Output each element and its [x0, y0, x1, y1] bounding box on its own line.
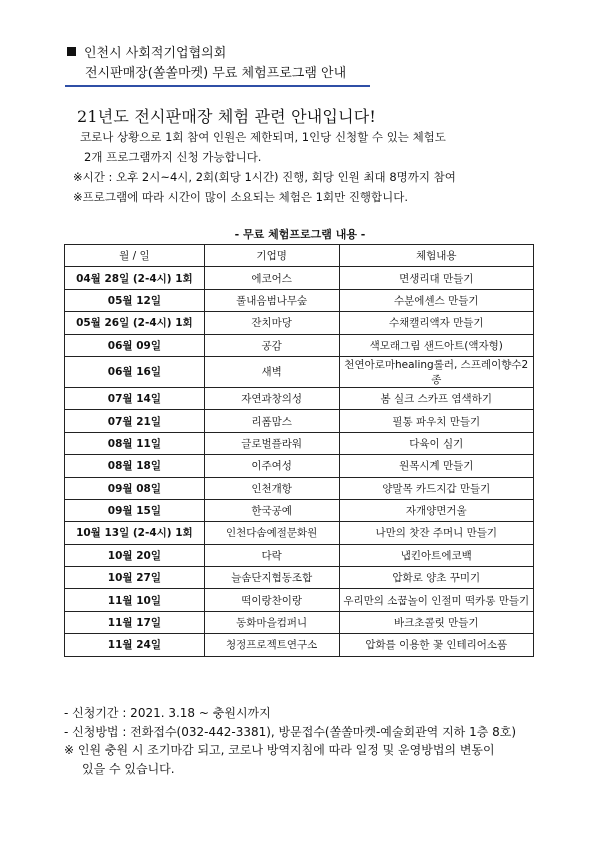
row-date: 11월 24일 [65, 634, 205, 656]
row-program: 수채캘리액자 만들기 [339, 312, 533, 334]
subtitle-wrap [85, 65, 370, 87]
apply-method: - 신청방법 : 전화접수(032-442-3381), 방문접수(쏠쏠마켓-예술회관역 지하 1층 8호) [64, 724, 517, 739]
table-header-row [65, 245, 534, 267]
table-row [65, 589, 534, 611]
table-row [65, 455, 534, 477]
row-date: 10월 13일 (2-4시) 1회 [65, 522, 205, 544]
row-date: 09월 15일 [65, 499, 205, 521]
bullet-square-icon [67, 47, 76, 56]
table-row [65, 334, 534, 356]
intro-note-program: ※프로그램에 따라 시간이 많이 소요되는 체험은 1회만 진행합니다. [73, 190, 409, 204]
header-company: 기업명 [204, 245, 339, 267]
row-date: 08월 18일 [65, 455, 205, 477]
footer-notes [64, 704, 516, 778]
row-date: 10월 20일 [65, 544, 205, 566]
row-program: 바크초콜릿 만들기 [339, 611, 533, 633]
row-company: 공감 [204, 334, 339, 356]
intro-line-2: 2개 프로그램까지 신청 가능합니다. [84, 150, 262, 164]
table-row [65, 499, 534, 521]
table-row [65, 267, 534, 289]
row-program: 나만의 찻잔 주머니 만들기 [339, 522, 533, 544]
table-row [65, 289, 534, 311]
org-name: 인천시 사회적기업협의회 [84, 45, 227, 61]
row-date: 04월 28일 (2-4시) 1회 [65, 267, 205, 289]
row-company: 풀내음범나무숲 [204, 289, 339, 311]
table-row [65, 477, 534, 499]
row-program: 압화로 양초 꾸미기 [339, 567, 533, 589]
row-company: 청정프로젝트연구소 [204, 634, 339, 656]
row-program: 냅킨아트에코백 [339, 544, 533, 566]
row-program: 봄 실크 스카프 염색하기 [339, 387, 533, 409]
row-program: 다육이 심기 [339, 432, 533, 454]
intro-note-time: ※시간 : 오후 2시~4시, 2회(회당 1시간) 진행, 회당 인원 최대 8명까지 참여 [73, 170, 456, 184]
row-date: 07월 21일 [65, 410, 205, 432]
row-company: 동화마을컴퍼니 [204, 611, 339, 633]
subtitle-underline [65, 85, 370, 87]
program-table [64, 244, 534, 657]
table-row [65, 432, 534, 454]
row-date: 06월 16일 [65, 356, 205, 387]
row-program: 우리만의 소꿉놀이 인절미 떡카롱 만들기 [339, 589, 533, 611]
apply-period: - 신청기간 : 2021. 3.18 ~ 충원시까지 [64, 706, 271, 720]
row-date: 05월 12일 [65, 289, 205, 311]
row-program: 수분에센스 만들기 [339, 289, 533, 311]
document-subtitle: 전시판매장(쏠쏠마켓) 무료 체험프로그램 안내 [85, 66, 347, 81]
row-date: 05월 26일 (2-4시) 1회 [65, 312, 205, 334]
table-title: - 무료 체험프로그램 내용 - [234, 228, 366, 241]
table-row [65, 356, 534, 387]
row-date: 11월 17일 [65, 611, 205, 633]
row-company: 인천다솜예절문화원 [204, 522, 339, 544]
header-program: 체험내용 [339, 245, 533, 267]
row-program: 자개양면거울 [339, 499, 533, 521]
table-row [65, 544, 534, 566]
header-date: 월 / 일 [65, 245, 205, 267]
row-date: 07월 14일 [65, 387, 205, 409]
row-company: 이주여성 [204, 455, 339, 477]
table-row [65, 387, 534, 409]
org-line [67, 42, 370, 60]
headline: 21년도 전시판매장 체험 관련 안내입니다! [77, 107, 377, 126]
row-date: 10월 27일 [65, 567, 205, 589]
row-company: 새벽 [204, 356, 339, 387]
row-company: 에코어스 [204, 267, 339, 289]
row-program: 필통 파우치 만들기 [339, 410, 533, 432]
row-program: 원목시계 만들기 [339, 455, 533, 477]
row-date: 08월 11일 [65, 432, 205, 454]
row-program: 양말목 카드지갑 만들기 [339, 477, 533, 499]
table-row [65, 634, 534, 656]
row-company: 자연과창의성 [204, 387, 339, 409]
row-date: 09월 08일 [65, 477, 205, 499]
row-date: 06월 09일 [65, 334, 205, 356]
row-program: 색모래그림 샌드아트(액자형) [339, 334, 533, 356]
table-row [65, 312, 534, 334]
intro-line-1: 코로나 상황으로 1회 참여 인원은 제한되며, 1인당 신청할 수 있는 체험도 [80, 130, 446, 144]
table-row [65, 611, 534, 633]
table-row [65, 522, 534, 544]
notice-cont: 있을 수 있습니다. [82, 761, 175, 776]
row-program: 압화를 이용한 꽃 인테리어소품 [339, 634, 533, 656]
row-program: 면생리대 만들기 [339, 267, 533, 289]
table-row [65, 567, 534, 589]
row-company: 글로벌플라워 [204, 432, 339, 454]
notice: ※ 인원 충원 시 조기마감 되고, 코로나 방역지침에 따라 일정 및 운영방법의 변동이 [64, 743, 495, 757]
table-row [65, 410, 534, 432]
row-company: 한국공예 [204, 499, 339, 521]
row-program: 천연아로마healing롤러, 스프레이향수2종 [339, 356, 533, 387]
row-date: 11월 10일 [65, 589, 205, 611]
row-company: 리폼맘스 [204, 410, 339, 432]
document-header [67, 42, 370, 87]
row-company: 잔치마당 [204, 312, 339, 334]
row-company: 늘솜단지협동조합 [204, 567, 339, 589]
row-company: 인천개항 [204, 477, 339, 499]
row-company: 떡이랑찬이랑 [204, 589, 339, 611]
row-company: 다락 [204, 544, 339, 566]
